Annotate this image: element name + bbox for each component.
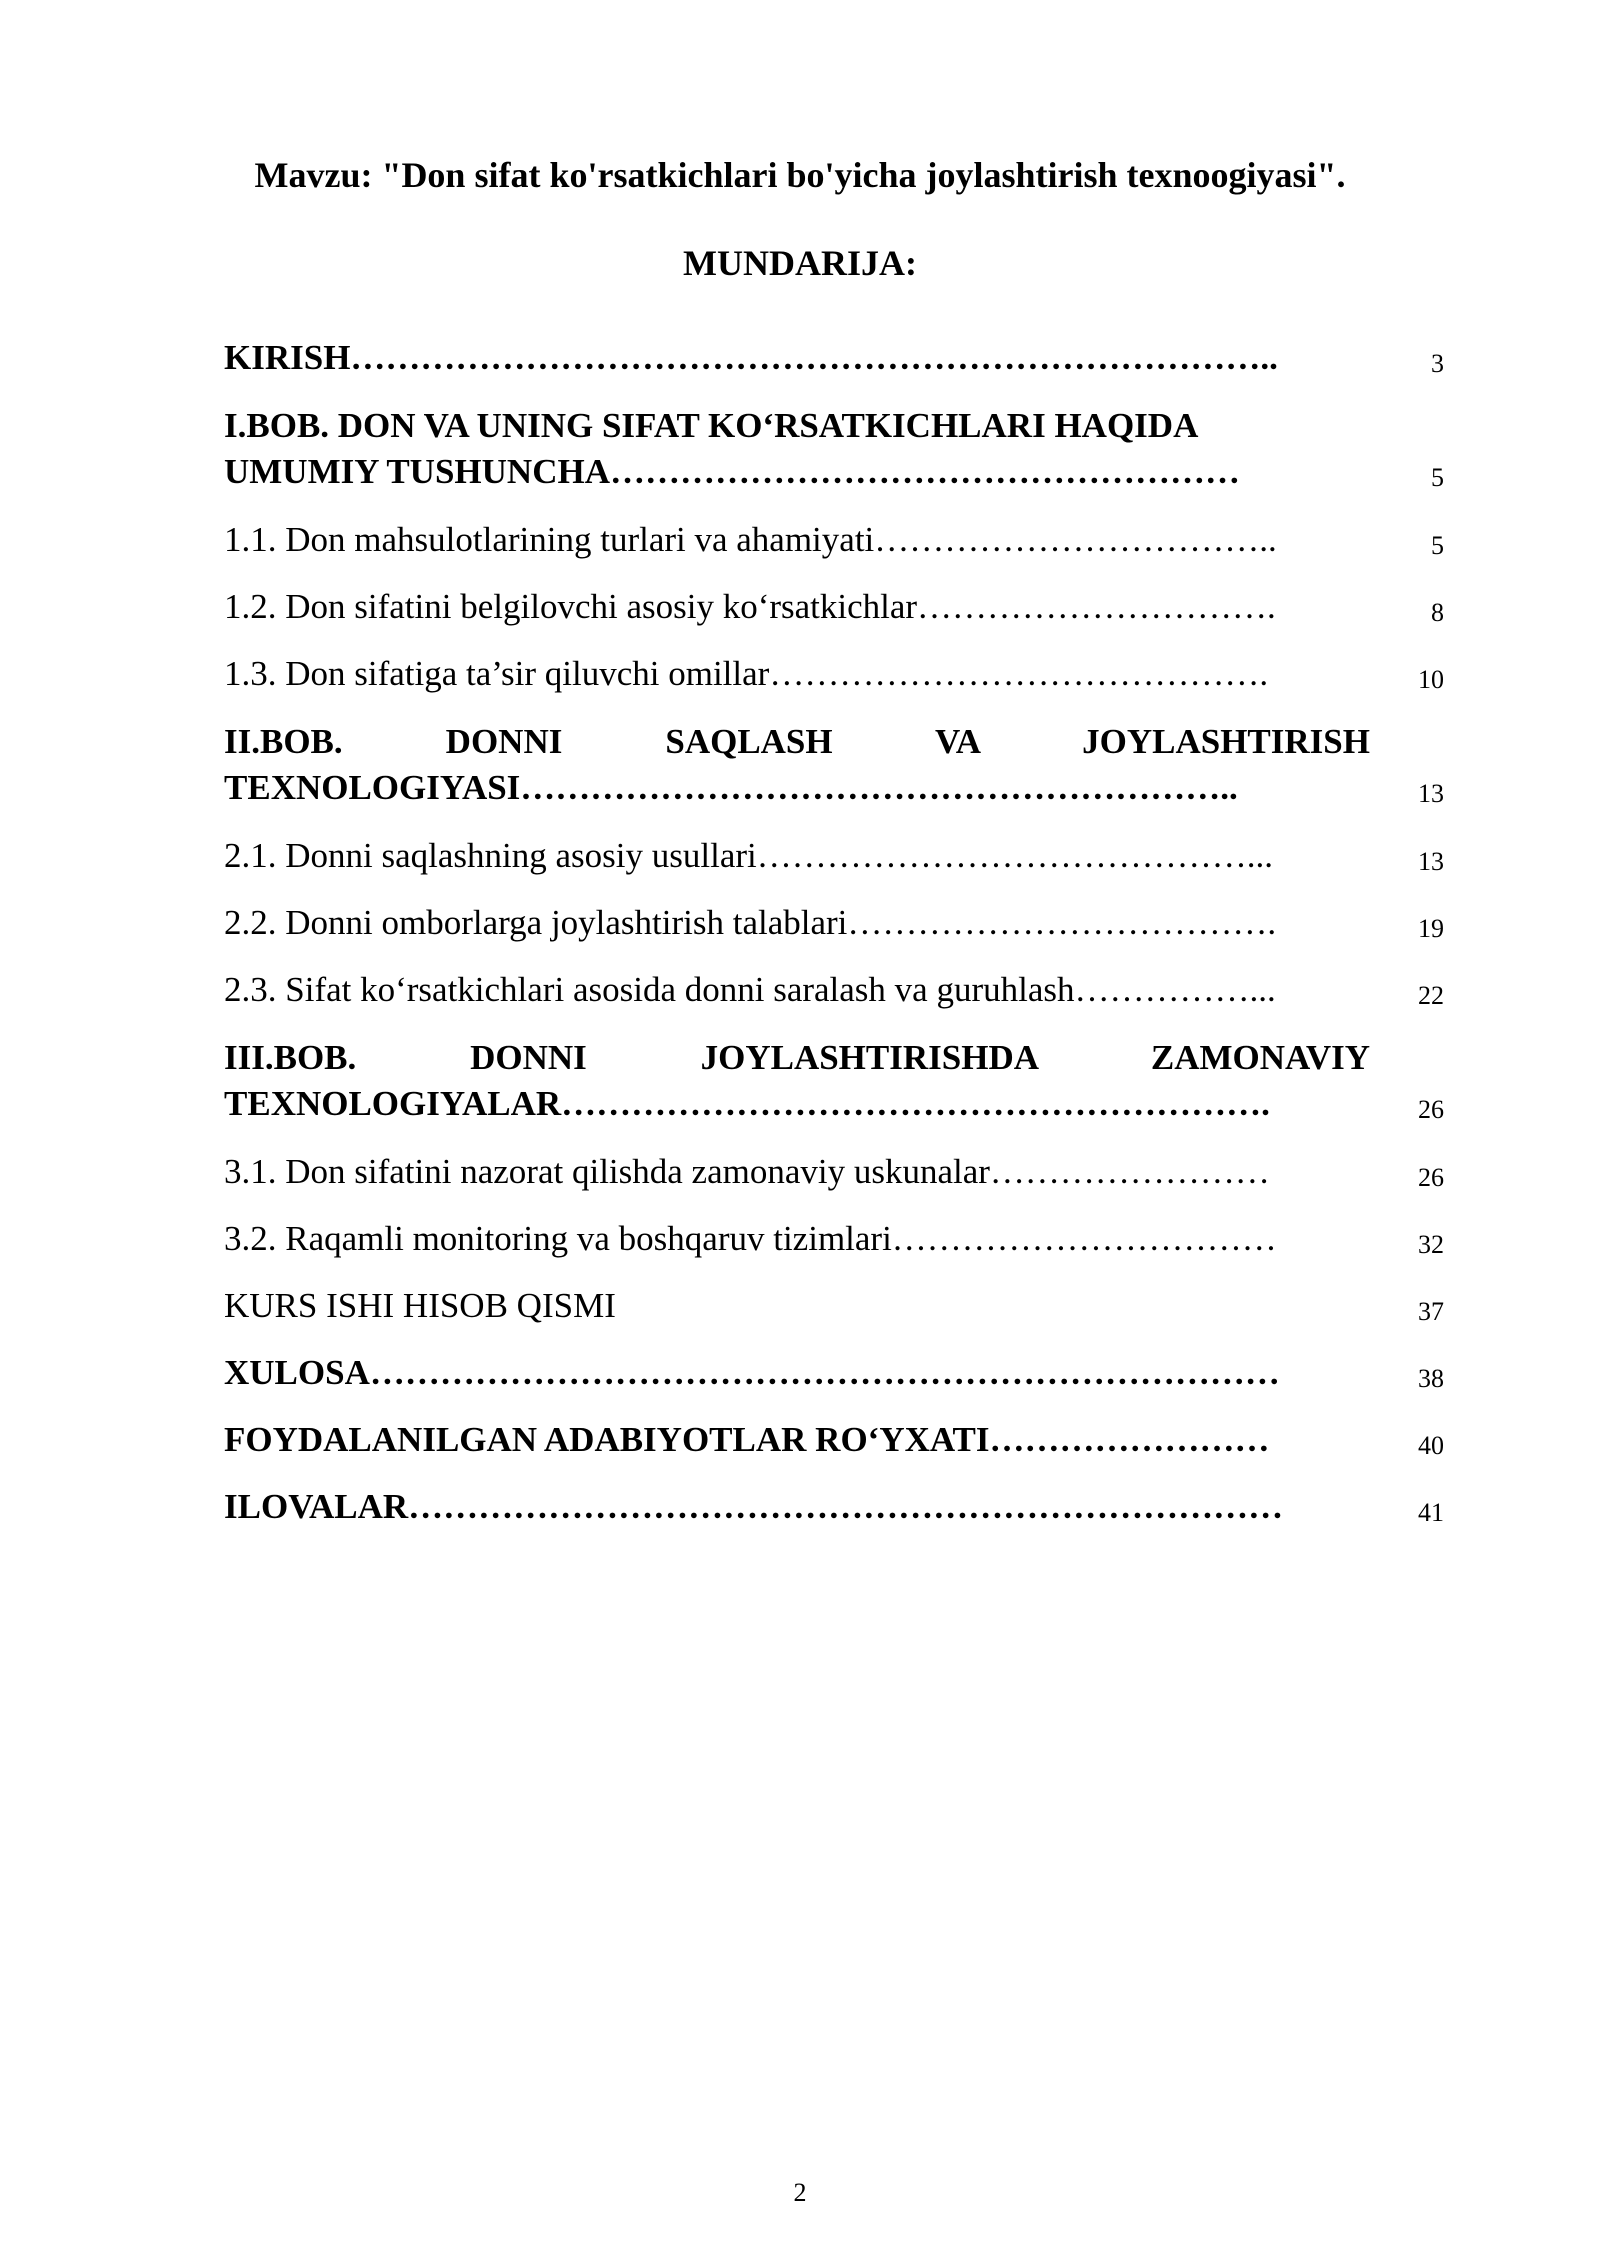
toc-entry-page: 13 [1418, 847, 1444, 876]
toc-entry-title: TEXNOLOGIYASI…………………………………………………….. [224, 768, 1238, 807]
toc-entry-page: 13 [1418, 779, 1444, 808]
toc-entry-title-line1: I.BOB. DON VA UNING SIFAT KO‘RSATKICHLARI HAQIDA [224, 406, 1199, 445]
toc-heading: MUNDARIJA: [683, 243, 917, 283]
toc-entry-title: 1.2. Don sifatini belgilovchi asosiy ko‘rsatkichlar…………………………. [224, 587, 1276, 626]
toc-entry-page: 19 [1418, 914, 1444, 943]
toc-entry-title: TEXNOLOGIYALAR……………………………………………………. [224, 1084, 1270, 1123]
toc-entry-page: 5 [1431, 463, 1444, 492]
toc-entry-title: FOYDALANILGAN ADABIYOTLAR RO‘YXATI…………………… [224, 1420, 1270, 1459]
document-topic: Mavzu: "Don sifat ko'rsatkichlari bo'yicha joylashtirish texnoogiyasi". [254, 155, 1346, 195]
toc-entry-title: KURS ISHI HISOB QISMI [224, 1286, 616, 1325]
toc-entry-title: 2.2. Donni omborlarga joylashtirish talablari………………………………. [224, 903, 1277, 942]
toc-entry-page: 10 [1418, 665, 1444, 694]
toc-entry-page: 37 [1418, 1297, 1444, 1326]
toc-entry-page: 26 [1418, 1163, 1444, 1192]
toc-entry-page: 5 [1431, 531, 1444, 560]
toc-entry-title: KIRISH…………………………………………………………………….. [224, 338, 1278, 377]
toc-entry-page: 38 [1418, 1364, 1444, 1393]
toc-entry-title: 3.1. Don sifatini nazorat qilishda zamonaviy uskunalar…………………… [224, 1152, 1270, 1191]
toc-entry-title: 2.1. Donni saqlashning asosiy usullari……………………………………... [224, 836, 1273, 875]
toc-entry-title-line1: II.BOB. DONNI SAQLASH VA JOYLASHTIRISH [224, 722, 1370, 761]
toc-entry-title-line1: III.BOB. DONNI JOYLASHTIRISHDA ZAMONAVIY [224, 1038, 1370, 1077]
toc-entry-title: 3.2. Raqamli monitoring va boshqaruv tizimlari…………………………… [224, 1219, 1277, 1258]
toc-entry-page: 40 [1418, 1431, 1444, 1460]
toc-entry-title: 1.1. Don mahsulotlarining turlari va ahamiyati…………………………….. [224, 520, 1277, 559]
toc-entry-page: 3 [1431, 349, 1444, 378]
page-number: 2 [793, 2178, 807, 2207]
toc-entry-page: 26 [1418, 1095, 1444, 1124]
toc-entry-title: ILOVALAR………………………………………………………………… [224, 1487, 1284, 1526]
toc-entry-page: 41 [1418, 1498, 1444, 1527]
toc-entry-page: 8 [1431, 598, 1444, 627]
toc-entry-page: 32 [1418, 1230, 1444, 1259]
toc-entry-title: 2.3. Sifat ko‘rsatkichlari asosida donni saralash va guruhlash……………... [224, 970, 1276, 1009]
toc-entry-title: UMUMIY TUSHUNCHA……………………………………………… [224, 452, 1240, 491]
toc-entry-title: 1.3. Don sifatiga ta’sir qiluvchi omillar……………………………………. [224, 654, 1269, 693]
toc-entry-title: XULOSA…………………………………………………………………… [224, 1353, 1280, 1392]
toc-entry-page: 22 [1418, 981, 1444, 1010]
